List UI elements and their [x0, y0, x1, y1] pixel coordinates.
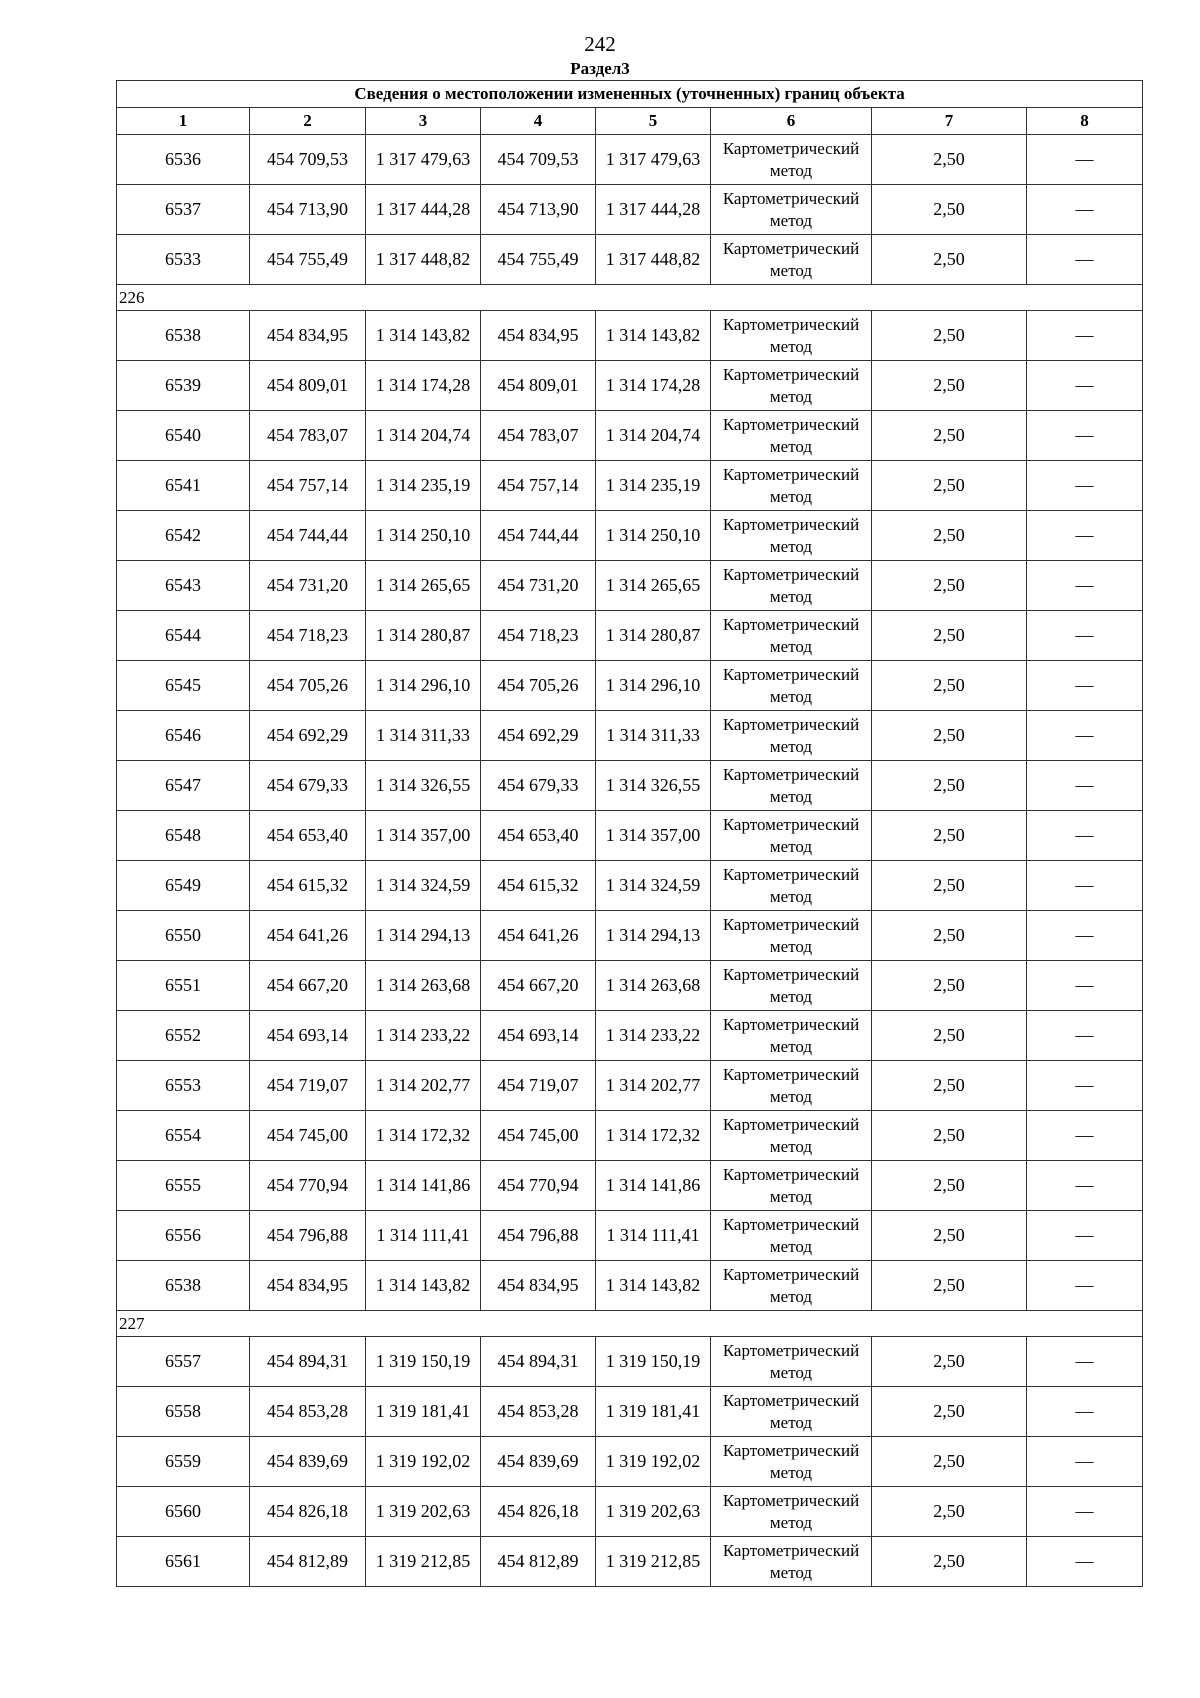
- x-new-cell: 454 667,20: [481, 961, 596, 1011]
- point-number-cell: 6546: [117, 711, 250, 761]
- y-existing-cell: 1 314 311,33: [366, 711, 481, 761]
- y-new-cell: 1 314 357,00: [596, 811, 711, 861]
- table-row: [117, 1011, 1143, 1061]
- x-existing-cell: 454 853,28: [250, 1387, 366, 1437]
- point-number-cell: 6550: [117, 911, 250, 961]
- x-new-cell: 454 770,94: [481, 1161, 596, 1211]
- x-new-cell: 454 839,69: [481, 1437, 596, 1487]
- accuracy-cell: 2,50: [872, 461, 1027, 511]
- column-header: 4: [481, 108, 596, 135]
- y-new-cell: 1 314 311,33: [596, 711, 711, 761]
- x-existing-cell: 454 679,33: [250, 761, 366, 811]
- x-existing-cell: 454 705,26: [250, 661, 366, 711]
- accuracy-cell: 2,50: [872, 761, 1027, 811]
- accuracy-cell: 2,50: [872, 1537, 1027, 1587]
- table-row: [117, 135, 1143, 185]
- y-new-cell: 1 314 233,22: [596, 1011, 711, 1061]
- method-cell: Картометрический метод: [711, 1161, 872, 1211]
- y-existing-cell: 1 314 296,10: [366, 661, 481, 711]
- y-new-cell: 1 319 150,19: [596, 1337, 711, 1387]
- y-new-cell: 1 314 235,19: [596, 461, 711, 511]
- x-existing-cell: 454 809,01: [250, 361, 366, 411]
- y-new-cell: 1 314 202,77: [596, 1061, 711, 1111]
- x-existing-cell: 454 641,26: [250, 911, 366, 961]
- y-existing-cell: 1 314 265,65: [366, 561, 481, 611]
- method-cell: Картометрический метод: [711, 1111, 872, 1161]
- page-number: 242: [584, 32, 616, 56]
- table-row: [117, 1537, 1143, 1587]
- point-number-cell: 6555: [117, 1161, 250, 1211]
- method-cell: Картометрический метод: [711, 761, 872, 811]
- table-row: [117, 461, 1143, 511]
- boundary-coordinates-table: [116, 80, 1143, 1587]
- y-existing-cell: 1 317 444,28: [366, 185, 481, 235]
- x-new-cell: 454 679,33: [481, 761, 596, 811]
- x-existing-cell: 454 770,94: [250, 1161, 366, 1211]
- description-cell: —: [1027, 711, 1143, 761]
- x-new-cell: 454 812,89: [481, 1537, 596, 1587]
- method-cell: Картометрический метод: [711, 1437, 872, 1487]
- accuracy-cell: 2,50: [872, 911, 1027, 961]
- description-cell: —: [1027, 1337, 1143, 1387]
- description-cell: —: [1027, 661, 1143, 711]
- method-cell: Картометрический метод: [711, 361, 872, 411]
- x-new-cell: 454 692,29: [481, 711, 596, 761]
- method-cell: Картометрический метод: [711, 861, 872, 911]
- y-existing-cell: 1 317 448,82: [366, 235, 481, 285]
- table-row: [117, 1111, 1143, 1161]
- y-new-cell: 1 314 296,10: [596, 661, 711, 711]
- y-new-cell: 1 319 212,85: [596, 1537, 711, 1587]
- table-row: [117, 861, 1143, 911]
- method-cell: Картометрический метод: [711, 511, 872, 561]
- method-cell: Картометрический метод: [711, 135, 872, 185]
- description-cell: —: [1027, 361, 1143, 411]
- x-existing-cell: 454 693,14: [250, 1011, 366, 1061]
- y-existing-cell: 1 319 212,85: [366, 1537, 481, 1587]
- x-existing-cell: 454 713,90: [250, 185, 366, 235]
- y-new-cell: 1 319 181,41: [596, 1387, 711, 1437]
- x-new-cell: 454 744,44: [481, 511, 596, 561]
- method-cell: Картометрический метод: [711, 911, 872, 961]
- x-existing-cell: 454 719,07: [250, 1061, 366, 1111]
- y-new-cell: 1 314 280,87: [596, 611, 711, 661]
- column-header: 2: [250, 108, 366, 135]
- method-cell: Картометрический метод: [711, 411, 872, 461]
- x-existing-cell: 454 812,89: [250, 1537, 366, 1587]
- description-cell: —: [1027, 411, 1143, 461]
- y-existing-cell: 1 319 181,41: [366, 1387, 481, 1437]
- column-header: 5: [596, 108, 711, 135]
- x-existing-cell: 454 615,32: [250, 861, 366, 911]
- table-row: [117, 235, 1143, 285]
- x-new-cell: 454 745,00: [481, 1111, 596, 1161]
- description-cell: —: [1027, 1211, 1143, 1261]
- x-existing-cell: 454 731,20: [250, 561, 366, 611]
- point-number-cell: 6543: [117, 561, 250, 611]
- method-cell: Картометрический метод: [711, 661, 872, 711]
- column-header: 7: [872, 108, 1027, 135]
- method-cell: Картометрический метод: [711, 961, 872, 1011]
- table-group-row: [117, 1311, 1143, 1337]
- description-cell: —: [1027, 1261, 1143, 1311]
- point-number-cell: 6559: [117, 1437, 250, 1487]
- method-cell: Картометрический метод: [711, 711, 872, 761]
- point-number-cell: 6554: [117, 1111, 250, 1161]
- y-new-cell: 1 314 263,68: [596, 961, 711, 1011]
- accuracy-cell: 2,50: [872, 185, 1027, 235]
- table-row: [117, 511, 1143, 561]
- table-row: [117, 1261, 1143, 1311]
- x-new-cell: 454 719,07: [481, 1061, 596, 1111]
- table-row: [117, 561, 1143, 611]
- x-new-cell: 454 783,07: [481, 411, 596, 461]
- column-header: 6: [711, 108, 872, 135]
- x-new-cell: 454 653,40: [481, 811, 596, 861]
- y-existing-cell: 1 314 111,41: [366, 1211, 481, 1261]
- y-new-cell: 1 314 204,74: [596, 411, 711, 461]
- y-existing-cell: 1 314 172,32: [366, 1111, 481, 1161]
- description-cell: —: [1027, 235, 1143, 285]
- method-cell: Картометрический метод: [711, 461, 872, 511]
- description-cell: —: [1027, 761, 1143, 811]
- point-number-cell: 6541: [117, 461, 250, 511]
- y-existing-cell: 1 314 141,86: [366, 1161, 481, 1211]
- x-new-cell: 454 894,31: [481, 1337, 596, 1387]
- point-number-cell: 6542: [117, 511, 250, 561]
- x-existing-cell: 454 718,23: [250, 611, 366, 661]
- y-existing-cell: 1 314 143,82: [366, 311, 481, 361]
- accuracy-cell: 2,50: [872, 1337, 1027, 1387]
- y-existing-cell: 1 314 233,22: [366, 1011, 481, 1061]
- table-row: [117, 411, 1143, 461]
- group-label: 226: [117, 285, 1143, 311]
- point-number-cell: 6553: [117, 1061, 250, 1111]
- x-new-cell: 454 641,26: [481, 911, 596, 961]
- x-new-cell: 454 693,14: [481, 1011, 596, 1061]
- point-number-cell: 6552: [117, 1011, 250, 1061]
- y-new-cell: 1 314 143,82: [596, 311, 711, 361]
- y-existing-cell: 1 314 357,00: [366, 811, 481, 861]
- table-row: [117, 1387, 1143, 1437]
- accuracy-cell: 2,50: [872, 411, 1027, 461]
- accuracy-cell: 2,50: [872, 1111, 1027, 1161]
- method-cell: Картометрический метод: [711, 611, 872, 661]
- x-new-cell: 454 796,88: [481, 1211, 596, 1261]
- method-cell: Картометрический метод: [711, 1487, 872, 1537]
- x-existing-cell: 454 826,18: [250, 1487, 366, 1537]
- method-cell: Картометрический метод: [711, 1387, 872, 1437]
- column-header-row: [117, 108, 1143, 135]
- accuracy-cell: 2,50: [872, 1387, 1027, 1437]
- y-new-cell: 1 314 324,59: [596, 861, 711, 911]
- x-new-cell: 454 709,53: [481, 135, 596, 185]
- table-row: [117, 185, 1143, 235]
- method-cell: Картометрический метод: [711, 1261, 872, 1311]
- table-row: [117, 1487, 1143, 1537]
- description-cell: —: [1027, 185, 1143, 235]
- y-new-cell: 1 314 326,55: [596, 761, 711, 811]
- x-existing-cell: 454 783,07: [250, 411, 366, 461]
- x-existing-cell: 454 653,40: [250, 811, 366, 861]
- accuracy-cell: 2,50: [872, 1061, 1027, 1111]
- table-caption: Сведения о местоположении измененных (уточненных) границ объекта: [117, 81, 1143, 108]
- point-number-cell: 6538: [117, 1261, 250, 1311]
- table-caption-row: [117, 81, 1143, 108]
- y-existing-cell: 1 314 326,55: [366, 761, 481, 811]
- y-existing-cell: 1 319 202,63: [366, 1487, 481, 1537]
- point-number-cell: 6551: [117, 961, 250, 1011]
- x-existing-cell: 454 757,14: [250, 461, 366, 511]
- accuracy-cell: 2,50: [872, 1437, 1027, 1487]
- point-number-cell: 6538: [117, 311, 250, 361]
- x-new-cell: 454 615,32: [481, 861, 596, 911]
- description-cell: —: [1027, 961, 1143, 1011]
- y-existing-cell: 1 314 250,10: [366, 511, 481, 561]
- y-new-cell: 1 314 294,13: [596, 911, 711, 961]
- x-existing-cell: 454 667,20: [250, 961, 366, 1011]
- x-new-cell: 454 705,26: [481, 661, 596, 711]
- table-row: [117, 1161, 1143, 1211]
- description-cell: —: [1027, 1011, 1143, 1061]
- y-new-cell: 1 314 174,28: [596, 361, 711, 411]
- y-new-cell: 1 314 141,86: [596, 1161, 711, 1211]
- x-existing-cell: 454 692,29: [250, 711, 366, 761]
- accuracy-cell: 2,50: [872, 1011, 1027, 1061]
- point-number-cell: 6537: [117, 185, 250, 235]
- table-row: [117, 661, 1143, 711]
- point-number-cell: 6536: [117, 135, 250, 185]
- y-new-cell: 1 319 192,02: [596, 1437, 711, 1487]
- table-row: [117, 1337, 1143, 1387]
- method-cell: Картометрический метод: [711, 1061, 872, 1111]
- accuracy-cell: 2,50: [872, 1487, 1027, 1537]
- x-new-cell: 454 834,95: [481, 1261, 596, 1311]
- description-cell: —: [1027, 1487, 1143, 1537]
- y-existing-cell: 1 314 202,77: [366, 1061, 481, 1111]
- table-row: [117, 711, 1143, 761]
- accuracy-cell: 2,50: [872, 711, 1027, 761]
- accuracy-cell: 2,50: [872, 961, 1027, 1011]
- y-existing-cell: 1 314 324,59: [366, 861, 481, 911]
- accuracy-cell: 2,50: [872, 361, 1027, 411]
- method-cell: Картометрический метод: [711, 311, 872, 361]
- description-cell: —: [1027, 1161, 1143, 1211]
- point-number-cell: 6557: [117, 1337, 250, 1387]
- description-cell: —: [1027, 861, 1143, 911]
- point-number-cell: 6560: [117, 1487, 250, 1537]
- x-existing-cell: 454 709,53: [250, 135, 366, 185]
- table-row: [117, 1211, 1143, 1261]
- description-cell: —: [1027, 1437, 1143, 1487]
- y-existing-cell: 1 314 143,82: [366, 1261, 481, 1311]
- table-row: [117, 961, 1143, 1011]
- point-number-cell: 6545: [117, 661, 250, 711]
- point-number-cell: 6533: [117, 235, 250, 285]
- table-body: [117, 135, 1143, 1587]
- method-cell: Картометрический метод: [711, 1011, 872, 1061]
- group-label: 227: [117, 1311, 1143, 1337]
- table-row: [117, 811, 1143, 861]
- column-header: 3: [366, 108, 481, 135]
- description-cell: —: [1027, 561, 1143, 611]
- y-existing-cell: 1 314 263,68: [366, 961, 481, 1011]
- x-existing-cell: 454 834,95: [250, 311, 366, 361]
- table-row: [117, 611, 1143, 661]
- y-new-cell: 1 317 448,82: [596, 235, 711, 285]
- x-new-cell: 454 718,23: [481, 611, 596, 661]
- description-cell: —: [1027, 511, 1143, 561]
- point-number-cell: 6547: [117, 761, 250, 811]
- x-new-cell: 454 713,90: [481, 185, 596, 235]
- description-cell: —: [1027, 1537, 1143, 1587]
- point-number-cell: 6540: [117, 411, 250, 461]
- method-cell: Картометрический метод: [711, 811, 872, 861]
- accuracy-cell: 2,50: [872, 235, 1027, 285]
- table-group-row: [117, 285, 1143, 311]
- x-new-cell: 454 834,95: [481, 311, 596, 361]
- accuracy-cell: 2,50: [872, 1261, 1027, 1311]
- y-existing-cell: 1 314 294,13: [366, 911, 481, 961]
- point-number-cell: 6558: [117, 1387, 250, 1437]
- accuracy-cell: 2,50: [872, 611, 1027, 661]
- y-new-cell: 1 314 265,65: [596, 561, 711, 611]
- section-label: Раздел3: [570, 59, 630, 78]
- point-number-cell: 6556: [117, 1211, 250, 1261]
- y-existing-cell: 1 319 192,02: [366, 1437, 481, 1487]
- y-existing-cell: 1 314 174,28: [366, 361, 481, 411]
- y-existing-cell: 1 314 280,87: [366, 611, 481, 661]
- y-new-cell: 1 317 479,63: [596, 135, 711, 185]
- method-cell: Картометрический метод: [711, 185, 872, 235]
- table-row: [117, 311, 1143, 361]
- description-cell: —: [1027, 461, 1143, 511]
- table-row: [117, 1061, 1143, 1111]
- point-number-cell: 6548: [117, 811, 250, 861]
- method-cell: Картометрический метод: [711, 1337, 872, 1387]
- y-new-cell: 1 314 143,82: [596, 1261, 711, 1311]
- description-cell: —: [1027, 1061, 1143, 1111]
- x-new-cell: 454 755,49: [481, 235, 596, 285]
- method-cell: Картометрический метод: [711, 561, 872, 611]
- accuracy-cell: 2,50: [872, 561, 1027, 611]
- y-new-cell: 1 314 250,10: [596, 511, 711, 561]
- accuracy-cell: 2,50: [872, 861, 1027, 911]
- column-header: 8: [1027, 108, 1143, 135]
- y-existing-cell: 1 314 235,19: [366, 461, 481, 511]
- y-new-cell: 1 319 202,63: [596, 1487, 711, 1537]
- accuracy-cell: 2,50: [872, 135, 1027, 185]
- method-cell: Картометрический метод: [711, 1537, 872, 1587]
- x-existing-cell: 454 745,00: [250, 1111, 366, 1161]
- x-existing-cell: 454 796,88: [250, 1211, 366, 1261]
- point-number-cell: 6561: [117, 1537, 250, 1587]
- accuracy-cell: 2,50: [872, 1161, 1027, 1211]
- x-new-cell: 454 826,18: [481, 1487, 596, 1537]
- description-cell: —: [1027, 1111, 1143, 1161]
- point-number-cell: 6549: [117, 861, 250, 911]
- description-cell: —: [1027, 1387, 1143, 1437]
- description-cell: —: [1027, 611, 1143, 661]
- accuracy-cell: 2,50: [872, 311, 1027, 361]
- table-row: [117, 1437, 1143, 1487]
- y-new-cell: 1 314 172,32: [596, 1111, 711, 1161]
- y-existing-cell: 1 317 479,63: [366, 135, 481, 185]
- column-header: 1: [117, 108, 250, 135]
- description-cell: —: [1027, 811, 1143, 861]
- x-new-cell: 454 853,28: [481, 1387, 596, 1437]
- x-new-cell: 454 757,14: [481, 461, 596, 511]
- method-cell: Картометрический метод: [711, 235, 872, 285]
- table-row: [117, 761, 1143, 811]
- y-new-cell: 1 314 111,41: [596, 1211, 711, 1261]
- x-existing-cell: 454 894,31: [250, 1337, 366, 1387]
- table-row: [117, 911, 1143, 961]
- description-cell: —: [1027, 911, 1143, 961]
- x-existing-cell: 454 834,95: [250, 1261, 366, 1311]
- accuracy-cell: 2,50: [872, 1211, 1027, 1261]
- description-cell: —: [1027, 311, 1143, 361]
- x-new-cell: 454 731,20: [481, 561, 596, 611]
- x-new-cell: 454 809,01: [481, 361, 596, 411]
- x-existing-cell: 454 744,44: [250, 511, 366, 561]
- point-number-cell: 6539: [117, 361, 250, 411]
- point-number-cell: 6544: [117, 611, 250, 661]
- x-existing-cell: 454 755,49: [250, 235, 366, 285]
- y-new-cell: 1 317 444,28: [596, 185, 711, 235]
- y-existing-cell: 1 319 150,19: [366, 1337, 481, 1387]
- x-existing-cell: 454 839,69: [250, 1437, 366, 1487]
- accuracy-cell: 2,50: [872, 511, 1027, 561]
- description-cell: —: [1027, 135, 1143, 185]
- method-cell: Картометрический метод: [711, 1211, 872, 1261]
- accuracy-cell: 2,50: [872, 811, 1027, 861]
- accuracy-cell: 2,50: [872, 661, 1027, 711]
- y-existing-cell: 1 314 204,74: [366, 411, 481, 461]
- table-row: [117, 361, 1143, 411]
